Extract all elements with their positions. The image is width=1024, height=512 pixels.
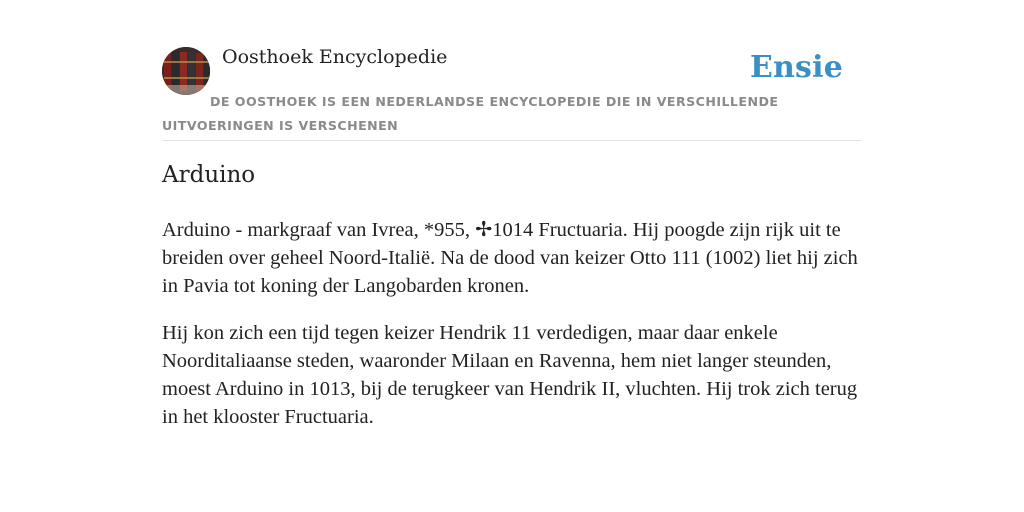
article-title: Arduino [162, 162, 256, 188]
article-paragraph: Arduino - markgraaf van Ivrea, *955, ✢1014 Fructuaria. Hij poogde zijn rijk uit te breiden over geheel Noord-Italië. Na de dood van keizer Otto 111 (1002) liet hij zich in Pavia tot koning der Langobarden kronen. [162, 219, 858, 297]
page-container [162, 0, 862, 428]
site-title[interactable]: Oosthoek Encyclopedie [222, 46, 448, 68]
article-body [162, 216, 862, 450]
article-paragraph: Hij kon zich een tijd tegen keizer Hendrik 11 verdedigen, maar daar enkele Noorditaliaanse steden, waaronder Milaan en Ravenna, hem niet langer steunden, moest Arduino in 1013, bij de terugkeer van Hendrik II, vluchten. Hij trok zich terug in het klooster Fructuaria. [162, 322, 858, 428]
site-tagline: DE OOSTHOEK IS EEN NEDERLANDSE ENCYCLOPEDIE DIE IN VERSCHILLENDE UITVOERINGEN IS VERSCHENEN [162, 94, 779, 133]
site-header [162, 0, 862, 141]
brand-logo-link[interactable]: Ensie [749, 50, 843, 85]
encyclopedia-books-icon[interactable] [162, 47, 210, 95]
